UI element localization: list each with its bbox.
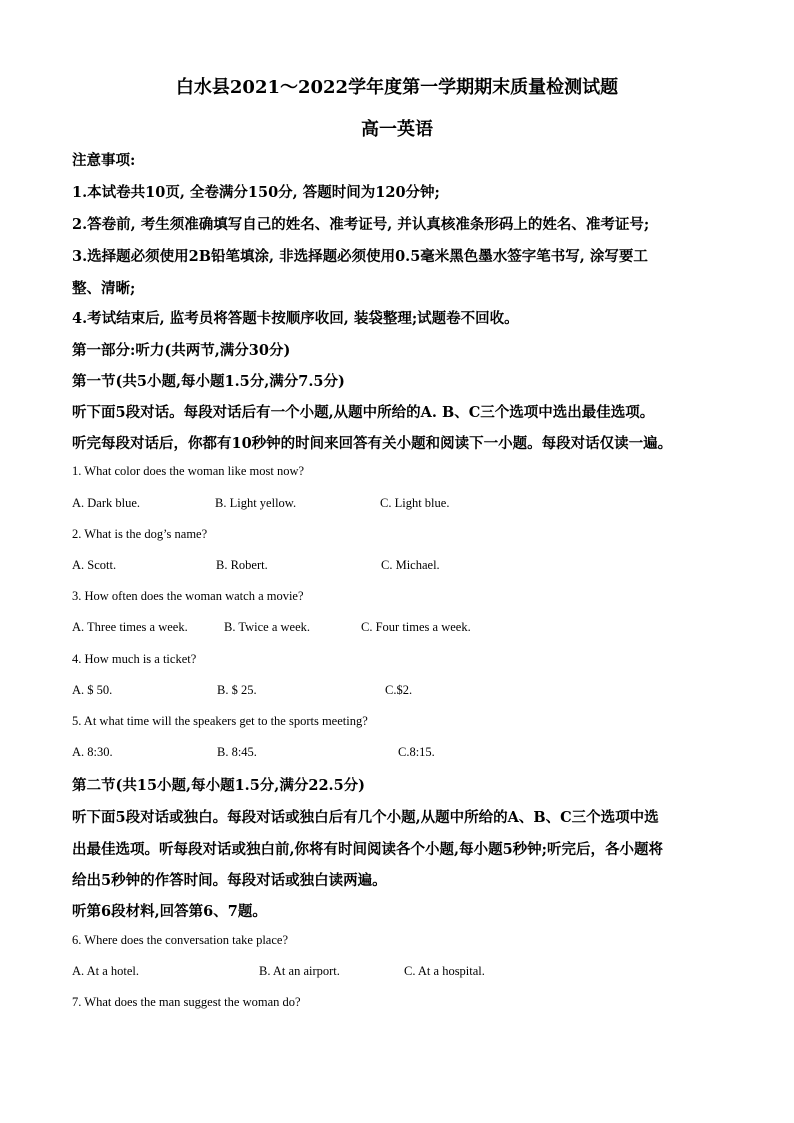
option-a: A. Dark blue. <box>72 496 141 510</box>
question-stem: 7. What does the man suggest the woman do? <box>72 995 301 1009</box>
notice-heading: 注意事项: <box>72 152 136 169</box>
option-c: C. Light blue. <box>380 496 450 510</box>
option-b: B. 8:45. <box>217 745 257 759</box>
question-stem: 5. At what time will the speakers get to the sports meeting? <box>72 714 368 728</box>
section-instructions: 给出5秒钟的作答时间。每段对话或独白读两遍。 <box>72 872 387 889</box>
option-c: C.$2. <box>385 683 413 697</box>
notice-line: 2.答卷前, 考生须准确填写自己的姓名、准考证号, 并认真核准条形码上的姓名、准考证号; <box>72 216 650 233</box>
part-heading: 第一部分:听力(共两节,满分30分) <box>72 342 291 359</box>
question-stem: 1. What color does the woman like most now? <box>72 464 305 478</box>
option-a: A. $ 50. <box>72 683 113 697</box>
exam-subject: 高一英语 <box>361 119 433 140</box>
notice-line: 1.本试卷共10页, 全卷满分150分, 答题时间为120分钟; <box>72 184 440 201</box>
option-a: A. Three times a week. <box>72 620 188 634</box>
question-stem: 2. What is the dog’s name? <box>72 527 208 541</box>
section-instructions: 听下面5段对话。每段对话后有一个小题,从题中所给的A. B、C三个选项中选出最佳选项。 <box>72 404 655 421</box>
notice-line: 4.考试结束后, 监考员将答题卡按顺序收回, 装袋整理;试题卷不回收。 <box>72 310 519 327</box>
option-b: B. $ 25. <box>217 683 257 697</box>
question-stem: 6. Where does the conversation take place? <box>72 933 288 947</box>
option-c: C. Four times a week. <box>361 620 471 634</box>
option-b: B. Light yellow. <box>215 496 297 510</box>
question-stem: 3. How often does the woman watch a movie? <box>72 589 304 603</box>
option-c: C. At a hospital. <box>404 964 485 978</box>
section-instructions: 听下面5段对话或独白。每段对话或独白后有几个小题,从题中所给的A、B、C三个选项中选 <box>72 809 659 826</box>
option-b: B. At an airport. <box>259 964 340 978</box>
option-b: B. Robert. <box>216 558 268 572</box>
section-heading: 第二节(共15小题,每小题1.5分,满分22.5分) <box>72 777 366 794</box>
notice-line: 3.选择题必须使用2B铅笔填涂, 非选择题必须使用0.5毫米黑色墨水签字笔书写, 涂写要工 <box>72 248 648 265</box>
option-a: A. At a hotel. <box>72 964 140 978</box>
option-a: A. 8:30. <box>72 745 113 759</box>
material-note: 听第6段材料,回答第6、7题。 <box>72 903 267 920</box>
section-instructions: 听完每段对话后，你都有10秒钟的时间来回答有关小题和阅读下一小题。每段对话仅读一遍。 <box>72 435 673 452</box>
section-heading: 第一节(共5小题,每小题1.5分,满分7.5分) <box>72 373 345 390</box>
option-c: C.8:15. <box>398 745 435 759</box>
exam-title: 白水县2021～2022学年度第一学期期末质量检测试题 <box>175 77 619 98</box>
option-a: A. Scott. <box>72 558 117 572</box>
option-c: C. Michael. <box>381 558 440 572</box>
notice-line: 整、清晰; <box>72 280 136 297</box>
option-b: B. Twice a week. <box>224 620 311 634</box>
section-instructions: 出最佳选项。听每段对话或独白前,你将有时间阅读各个小题,每小题5秒钟;听完后，各小题将 <box>72 841 664 858</box>
question-stem: 4. How much is a ticket? <box>72 652 197 666</box>
